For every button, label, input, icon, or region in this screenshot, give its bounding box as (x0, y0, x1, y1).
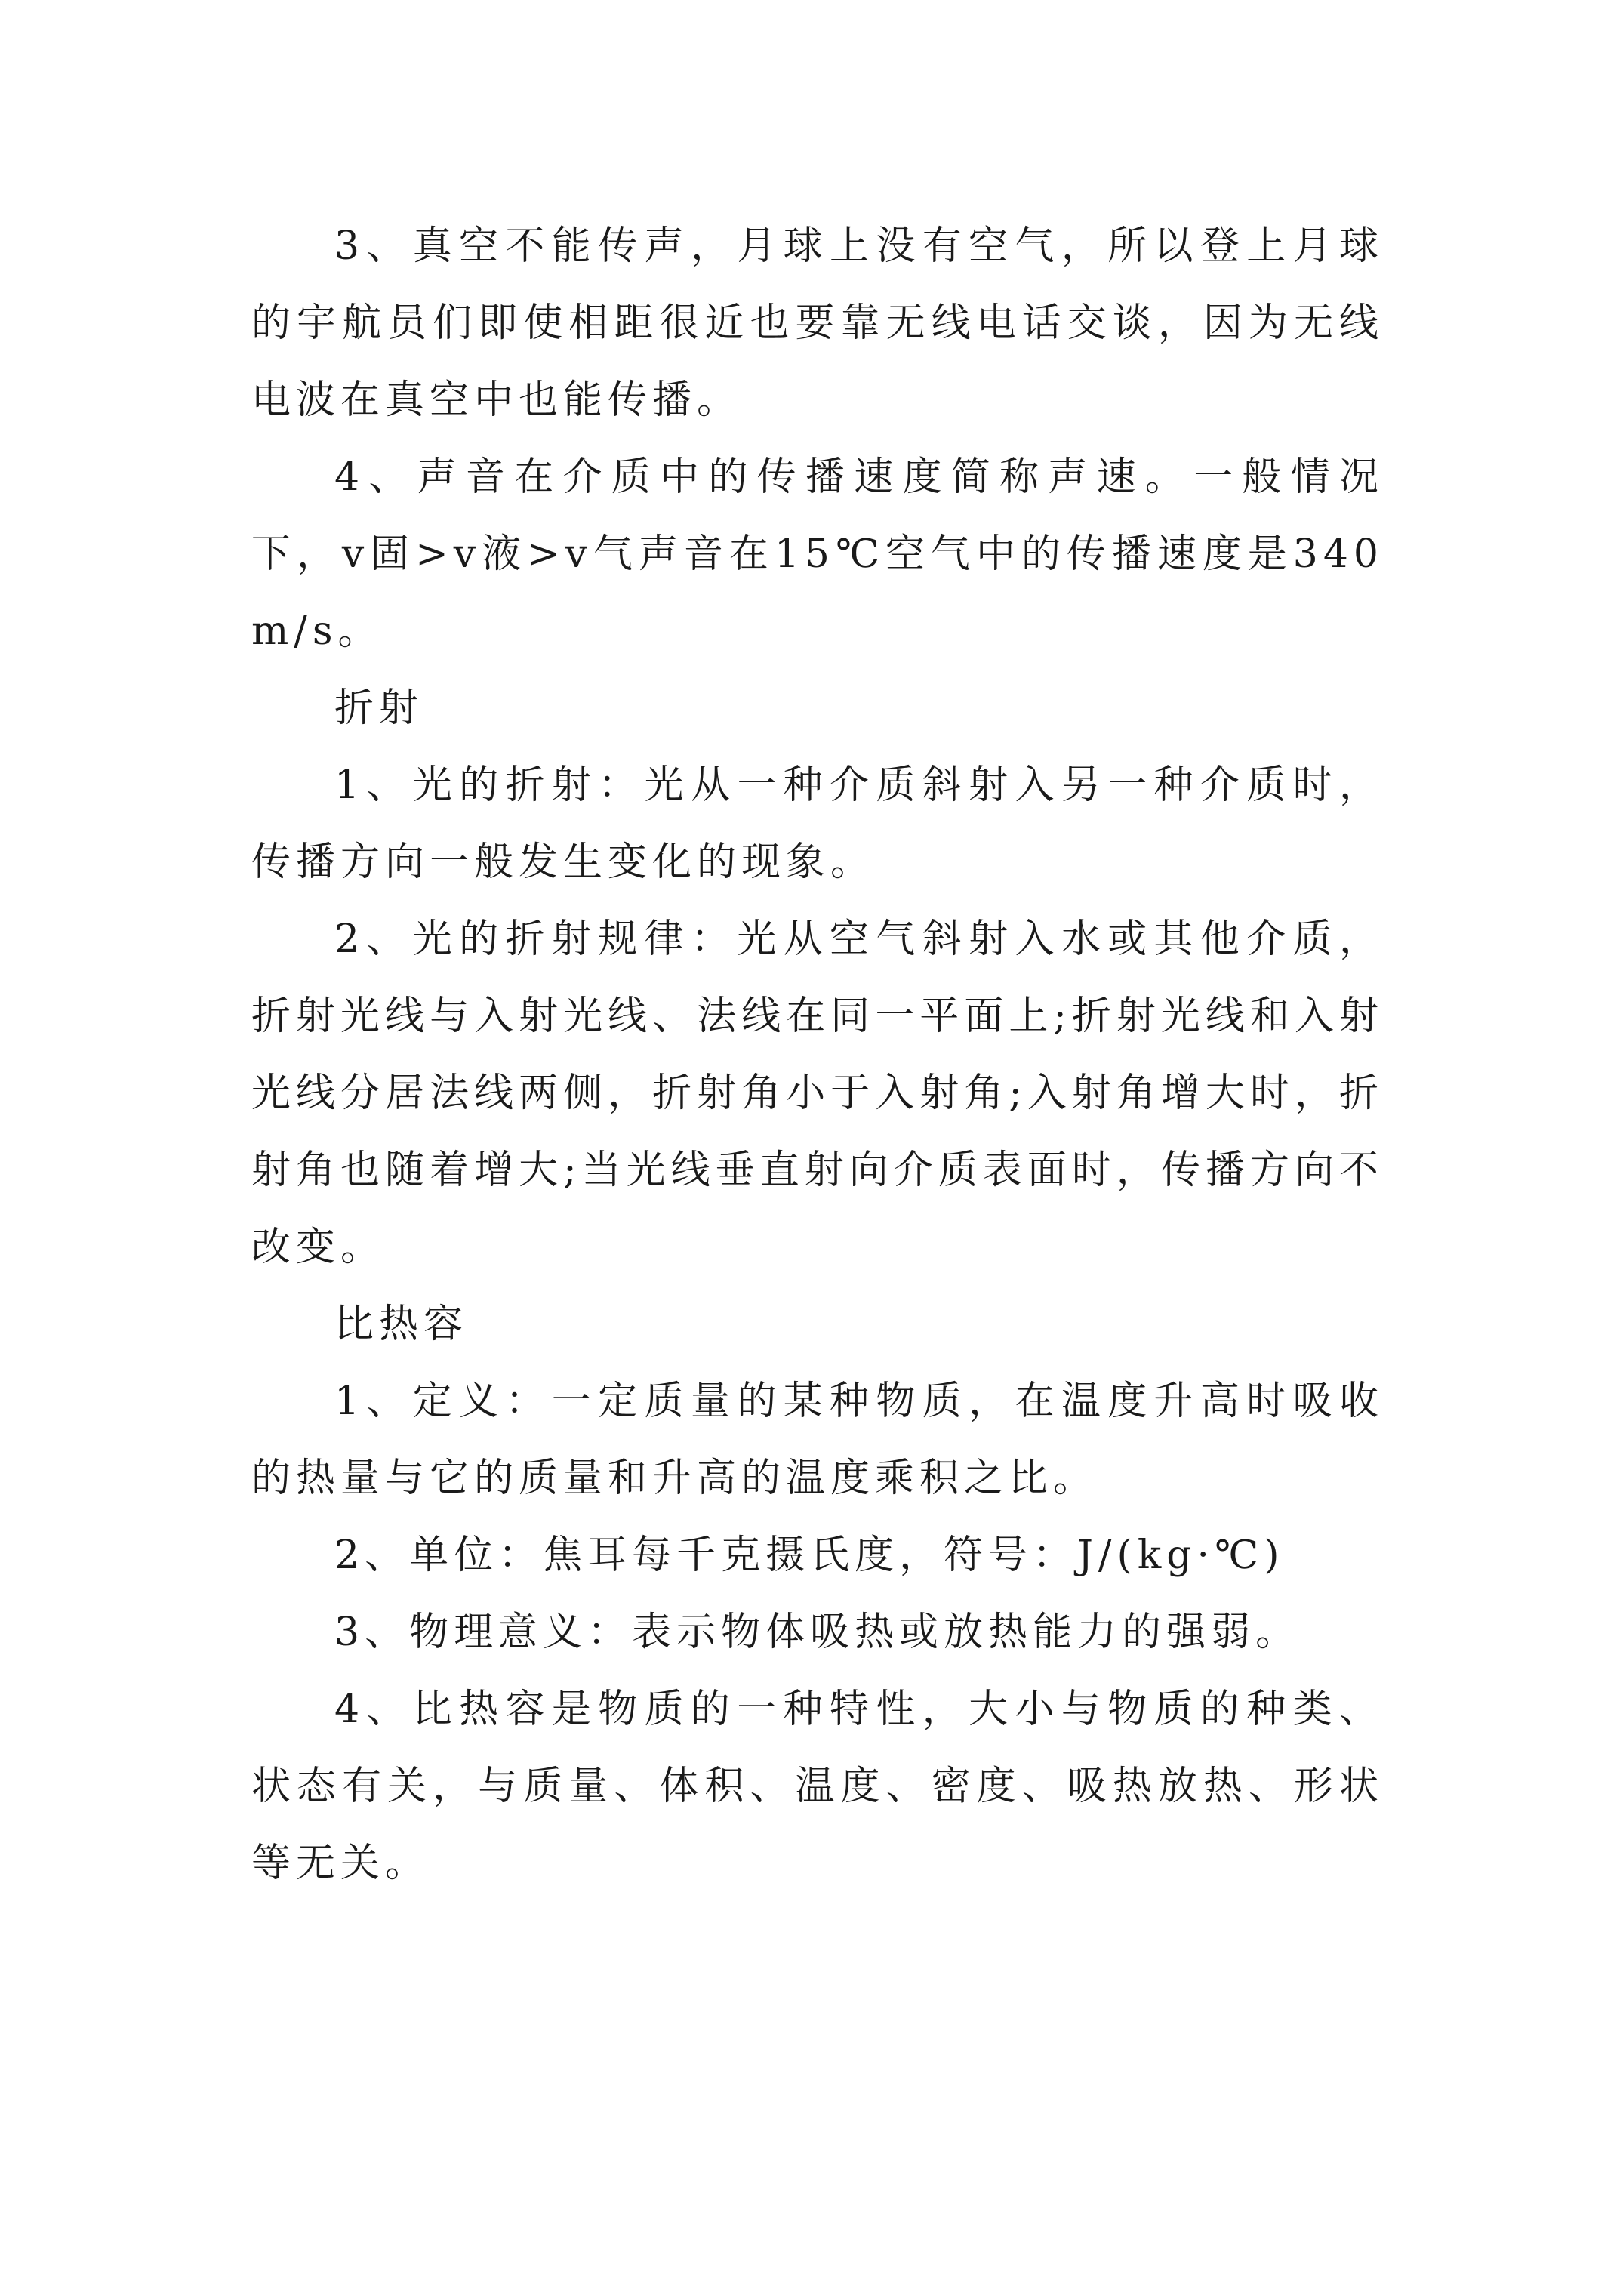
paragraph-specific-heat-definition: 1、定义：一定质量的某种物质，在温度升高时吸收的热量与它的质量和升高的温度乘积之比。 (251, 1379, 1384, 1501)
paragraph-vacuum-sound: 3、真空不能传声，月球上没有空气，所以登上月球的宇航员们即使相距很近也要靠无线电话交谈，因为无线电波在真空中也能传播。 (251, 223, 1384, 423)
paragraph-specific-heat-unit: 2、单位：焦耳每千克摄氏度，符号：J/(kg·℃) (334, 1533, 1285, 1578)
document-body (251, 208, 1384, 1902)
paragraph-refraction-definition: 1、光的折射：光从一种介质斜射入另一种介质时，传播方向一般发生变化的现象。 (251, 763, 1384, 885)
section-heading-refraction: 折射 (334, 686, 424, 731)
paragraph-specific-heat-property: 4、比热容是物质的一种特性，大小与物质的种类、状态有关，与质量、体积、温度、密度、吸热放热、形状等无关。 (251, 1687, 1384, 1886)
paragraph-sound-speed: 4、声音在介质中的传播速度简称声速。一般情况下，v固>v液>v气声音在15℃空气中的传播速度是340m/s。 (251, 455, 1384, 654)
paragraph-refraction-law: 2、光的折射规律：光从空气斜射入水或其他介质，折射光线与入射光线、法线在同一平面上;折射光线和入射光线分居法线两侧，折射角小于入射角;入射角增大时，折射角也随着增大;当光线垂直射向介质表面时，传播方向不改变。 (251, 917, 1384, 1270)
section-heading-specific-heat: 比热容 (334, 1302, 469, 1347)
paragraph-specific-heat-meaning: 3、物理意义：表示物体吸热或放热能力的强弱。 (334, 1610, 1301, 1655)
